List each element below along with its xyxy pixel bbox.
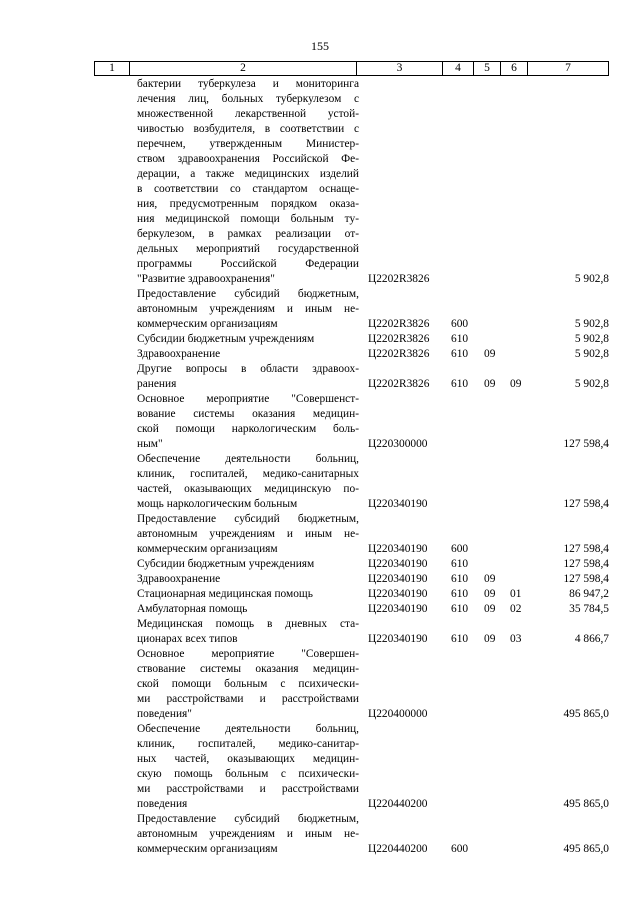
subsection-code: 03 bbox=[510, 633, 522, 645]
description-line: поведения bbox=[137, 798, 188, 810]
description-line: ством здравоохранения Российской Фе- bbox=[137, 153, 359, 165]
description-line: ния медицинской помощи больным ту- bbox=[137, 213, 359, 225]
table-row bbox=[0, 587, 640, 602]
target-article-code: Ц220340190 bbox=[368, 603, 428, 615]
amount: 5 902,8 bbox=[574, 348, 609, 360]
target-article-code: Ц220300000 bbox=[368, 438, 428, 450]
row-description bbox=[137, 452, 359, 512]
target-article-code: Ц2202R3826 bbox=[368, 273, 430, 285]
amount: 4 866,7 bbox=[574, 633, 609, 645]
target-article-code: Ц220440200 bbox=[368, 843, 428, 855]
expense-type-code: 610 bbox=[451, 588, 469, 600]
description-line: чивостью возбудителя, в соответствии с bbox=[137, 123, 359, 135]
amount: 495 865,0 bbox=[563, 708, 609, 720]
section-code: 09 bbox=[484, 378, 496, 390]
row-description bbox=[137, 332, 359, 347]
subsection-code: 01 bbox=[510, 588, 522, 600]
target-article-code: Ц220340190 bbox=[368, 498, 428, 510]
description-line: ния, предусмотренным порядком оказа- bbox=[137, 198, 359, 210]
description-line: автономным учреждениям и иным не- bbox=[137, 303, 359, 315]
expense-type-code: 610 bbox=[451, 378, 469, 390]
budget-table-body bbox=[0, 77, 640, 857]
amount: 35 784,5 bbox=[569, 603, 609, 615]
target-article-code: Ц220340190 bbox=[368, 543, 428, 555]
target-article-code: Ц2202R3826 bbox=[368, 378, 430, 390]
table-row bbox=[0, 392, 640, 452]
description-line: автономным учреждениям и иным не- bbox=[137, 828, 359, 840]
description-line: клиник, госпиталей, медико-санитар- bbox=[137, 738, 359, 750]
description-line: лечения лиц, больных туберкулезом с bbox=[137, 93, 359, 105]
row-description bbox=[137, 512, 359, 557]
description-line: Предоставление субсидий бюджетным, bbox=[137, 513, 359, 525]
column-number-header bbox=[94, 61, 609, 76]
subsection-code: 02 bbox=[510, 603, 522, 615]
header-col-4: 4 bbox=[443, 62, 474, 76]
description-line: коммерческим организациям bbox=[137, 318, 278, 330]
expense-type-code: 610 bbox=[451, 603, 469, 615]
amount: 495 865,0 bbox=[563, 798, 609, 810]
amount: 127 598,4 bbox=[563, 573, 609, 585]
target-article-code: Ц220340190 bbox=[368, 633, 428, 645]
table-row bbox=[0, 572, 640, 587]
description-line: перечнем, утвержденным Министер- bbox=[137, 138, 359, 150]
target-article-code: Ц220340190 bbox=[368, 588, 428, 600]
amount: 5 902,8 bbox=[574, 273, 609, 285]
expense-type-code: 610 bbox=[451, 333, 469, 345]
table-row bbox=[0, 362, 640, 392]
amount: 86 947,2 bbox=[569, 588, 609, 600]
table-row bbox=[0, 332, 640, 347]
header-col-3: 3 bbox=[357, 62, 443, 76]
description-line: ным" bbox=[137, 438, 163, 450]
description-line: мощь наркологическим больным bbox=[137, 498, 298, 510]
description-line: Предоставление субсидий бюджетным, bbox=[137, 288, 359, 300]
table-row bbox=[0, 512, 640, 557]
header-col-2: 2 bbox=[130, 62, 357, 76]
table-row bbox=[0, 452, 640, 512]
description-line: Здравоохранение bbox=[137, 348, 221, 360]
description-line: Основное мероприятие "Совершенст- bbox=[137, 393, 359, 405]
description-line: беркулезом, в рамках реализации от- bbox=[137, 228, 359, 240]
description-line: Другие вопросы в области здравоох- bbox=[137, 363, 359, 375]
description-line: ранения bbox=[137, 378, 177, 390]
header-col-5: 5 bbox=[474, 62, 501, 76]
table-row bbox=[0, 287, 640, 332]
description-line: коммерческим организациям bbox=[137, 543, 278, 555]
subsection-code: 09 bbox=[510, 378, 522, 390]
target-article-code: Ц2202R3826 bbox=[368, 348, 430, 360]
expense-type-code: 600 bbox=[451, 843, 469, 855]
expense-type-code: 610 bbox=[451, 348, 469, 360]
amount: 127 598,4 bbox=[563, 498, 609, 510]
section-code: 09 bbox=[484, 588, 496, 600]
row-description bbox=[137, 572, 359, 587]
row-description bbox=[137, 557, 359, 572]
description-line: Амбулаторная помощь bbox=[137, 603, 248, 615]
description-line: дерации, а также медицинских изделий bbox=[137, 168, 359, 180]
description-line: ской помощи больным с психически- bbox=[137, 678, 359, 690]
target-article-code: Ц220340190 bbox=[368, 558, 428, 570]
description-line: ми расстройствами и расстройствами bbox=[137, 693, 359, 705]
description-line: программы Российской Федерации bbox=[137, 258, 359, 270]
target-article-code: Ц2202R3826 bbox=[368, 318, 430, 330]
description-line: клиник, госпиталей, медико-санитарных bbox=[137, 468, 359, 480]
description-line: частей, оказывающих медицинскую по- bbox=[137, 483, 359, 495]
section-code: 09 bbox=[484, 603, 496, 615]
description-line: ционарах всех типов bbox=[137, 633, 238, 645]
description-line: Субсидии бюджетным учреждениям bbox=[137, 558, 315, 570]
expense-type-code: 610 bbox=[451, 558, 469, 570]
description-line: в соответствии со стандартом оснаще- bbox=[137, 183, 359, 195]
section-code: 09 bbox=[484, 573, 496, 585]
target-article-code: Ц2202R3826 bbox=[368, 333, 430, 345]
amount: 495 865,0 bbox=[563, 843, 609, 855]
amount: 5 902,8 bbox=[574, 378, 609, 390]
amount: 5 902,8 bbox=[574, 318, 609, 330]
table-row bbox=[0, 647, 640, 722]
description-line: ми расстройствами и расстройствами bbox=[137, 783, 359, 795]
page-number: 155 bbox=[311, 39, 329, 53]
table-row bbox=[0, 77, 640, 287]
row-description bbox=[137, 647, 359, 722]
description-line: вование системы оказания медицин- bbox=[137, 408, 359, 420]
row-description bbox=[137, 347, 359, 362]
description-line: Субсидии бюджетным учреждениям bbox=[137, 333, 315, 345]
section-code: 09 bbox=[484, 633, 496, 645]
description-line: ных частей, оказывающих медицин- bbox=[137, 753, 359, 765]
table-row bbox=[0, 557, 640, 572]
row-description bbox=[137, 587, 359, 602]
amount: 127 598,4 bbox=[563, 438, 609, 450]
description-line: Обеспечение деятельности больниц, bbox=[137, 723, 359, 735]
target-article-code: Ц220440200 bbox=[368, 798, 428, 810]
table-row bbox=[0, 347, 640, 362]
description-line: Здравоохранение bbox=[137, 573, 221, 585]
description-line: скую помощь больным с психически- bbox=[137, 768, 359, 780]
table-row bbox=[0, 812, 640, 857]
header-col-1: 1 bbox=[95, 62, 130, 76]
description-line: "Развитие здравоохранения" bbox=[137, 273, 275, 285]
description-line: ской помощи наркологическим боль- bbox=[137, 423, 359, 435]
row-description bbox=[137, 77, 359, 287]
row-description bbox=[137, 392, 359, 452]
description-line: поведения" bbox=[137, 708, 192, 720]
description-line: коммерческим организациям bbox=[137, 843, 278, 855]
description-line: множественной лекарственной устой- bbox=[137, 108, 359, 120]
target-article-code: Ц220340190 bbox=[368, 573, 428, 585]
row-description bbox=[137, 602, 359, 617]
table-row bbox=[0, 617, 640, 647]
description-line: Обеспечение деятельности больниц, bbox=[137, 453, 359, 465]
table-row bbox=[0, 602, 640, 617]
table-row bbox=[0, 722, 640, 812]
expense-type-code: 610 bbox=[451, 573, 469, 585]
description-line: ствование системы оказания медицин- bbox=[137, 663, 359, 675]
expense-type-code: 610 bbox=[451, 633, 469, 645]
section-code: 09 bbox=[484, 348, 496, 360]
header-col-7: 7 bbox=[528, 62, 609, 76]
amount: 127 598,4 bbox=[563, 558, 609, 570]
description-line: дельных мероприятий государственной bbox=[137, 243, 359, 255]
expense-type-code: 600 bbox=[451, 543, 469, 555]
description-line: Стационарная медицинская помощь bbox=[137, 588, 313, 600]
description-line: Медицинская помощь в дневных ста- bbox=[137, 618, 359, 630]
description-line: автономным учреждениям и иным не- bbox=[137, 528, 359, 540]
row-description bbox=[137, 812, 359, 857]
target-article-code: Ц220400000 bbox=[368, 708, 428, 720]
row-description bbox=[137, 722, 359, 812]
description-line: Предоставление субсидий бюджетным, bbox=[137, 813, 359, 825]
description-line: Основное мероприятие "Совершен- bbox=[137, 648, 359, 660]
amount: 5 902,8 bbox=[574, 333, 609, 345]
row-description bbox=[137, 617, 359, 647]
description-line: бактерии туберкулеза и мониторинга bbox=[137, 78, 359, 90]
row-description bbox=[137, 287, 359, 332]
header-col-6: 6 bbox=[501, 62, 528, 76]
expense-type-code: 600 bbox=[451, 318, 469, 330]
row-description bbox=[137, 362, 359, 392]
amount: 127 598,4 bbox=[563, 543, 609, 555]
